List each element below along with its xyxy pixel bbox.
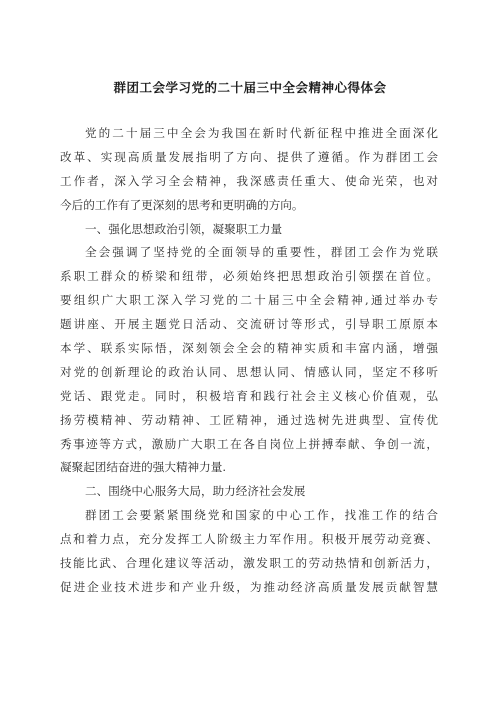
- paragraph-line: 党的二十届三中全会为我国在新时代新征程中推进全面深化: [85, 126, 438, 140]
- section-heading: 一、强化思想政治引领，凝聚职工力量: [85, 221, 283, 236]
- paragraph-line: 群团工会要紧紧围绕党和国家的中心工作，找准工作的结合: [85, 508, 438, 523]
- paragraph-line: 技能比武、合理化建议等活动，激发职工的劳动热情和创新活力，: [60, 556, 438, 571]
- paragraph-line: 秀事迹等方式，激励广大职工在各自岗位上拼搏奉献、争创一流，: [60, 436, 438, 451]
- paragraph-line: 促进企业技术进步和产业升级，为推动经济高质量发展贡献智慧: [60, 579, 438, 594]
- paragraph-line: 党话、跟党走。同时，积极培育和践行社会主义核心价值观，弘: [60, 388, 438, 403]
- section-heading: 二、围绕中心服务大局，助力经济社会发展: [85, 484, 306, 499]
- document-body: [60, 122, 438, 600]
- paragraph-line: 对党的创新理论的政治认同、思想认同、情感认同，坚定不移听: [60, 364, 438, 379]
- paragraph-line: 改革、实现高质量发展指明了方向、提供了遵循。作为群团工会: [60, 149, 438, 164]
- paragraph-line: 本学、联系实际悟，深刻领会全会的精神实质和丰富内涵，增强: [60, 341, 438, 356]
- paragraph-line: 点和着力点，充分发挥工人阶级主力军作用。积极开展劳动竞赛、: [60, 532, 438, 547]
- paragraph-line: 扬劳模精神、劳动精神、工匠精神，通过选树先进典型、宣传优: [60, 412, 438, 427]
- paragraph-line: 工作者，深入学习全会精神，我深感责任重大、使命光荣，也对: [60, 173, 438, 188]
- paragraph-line: 全会强调了坚持党的全面领导的重要性，群团工会作为党联: [85, 245, 438, 260]
- document-title: 群团工会学习党的二十届三中全会精神心得体会: [113, 80, 387, 95]
- paragraph-line: 要组织广大职工深入学习党的二十届三中全会精神,通过举办专: [60, 293, 438, 308]
- paragraph-line: 凝聚起团结奋进的强大精神力量.: [60, 460, 226, 475]
- paragraph-line: 系职工群众的桥梁和纽带，必须始终把思想政治引领摆在首位。: [60, 269, 438, 284]
- paragraph-line: 题讲座、开展主题党日活动、交流研讨等形式，引导职工原原本: [60, 317, 438, 332]
- paragraph-line: 今后的工作有了更深刻的思考和更明确的方向。: [60, 197, 304, 212]
